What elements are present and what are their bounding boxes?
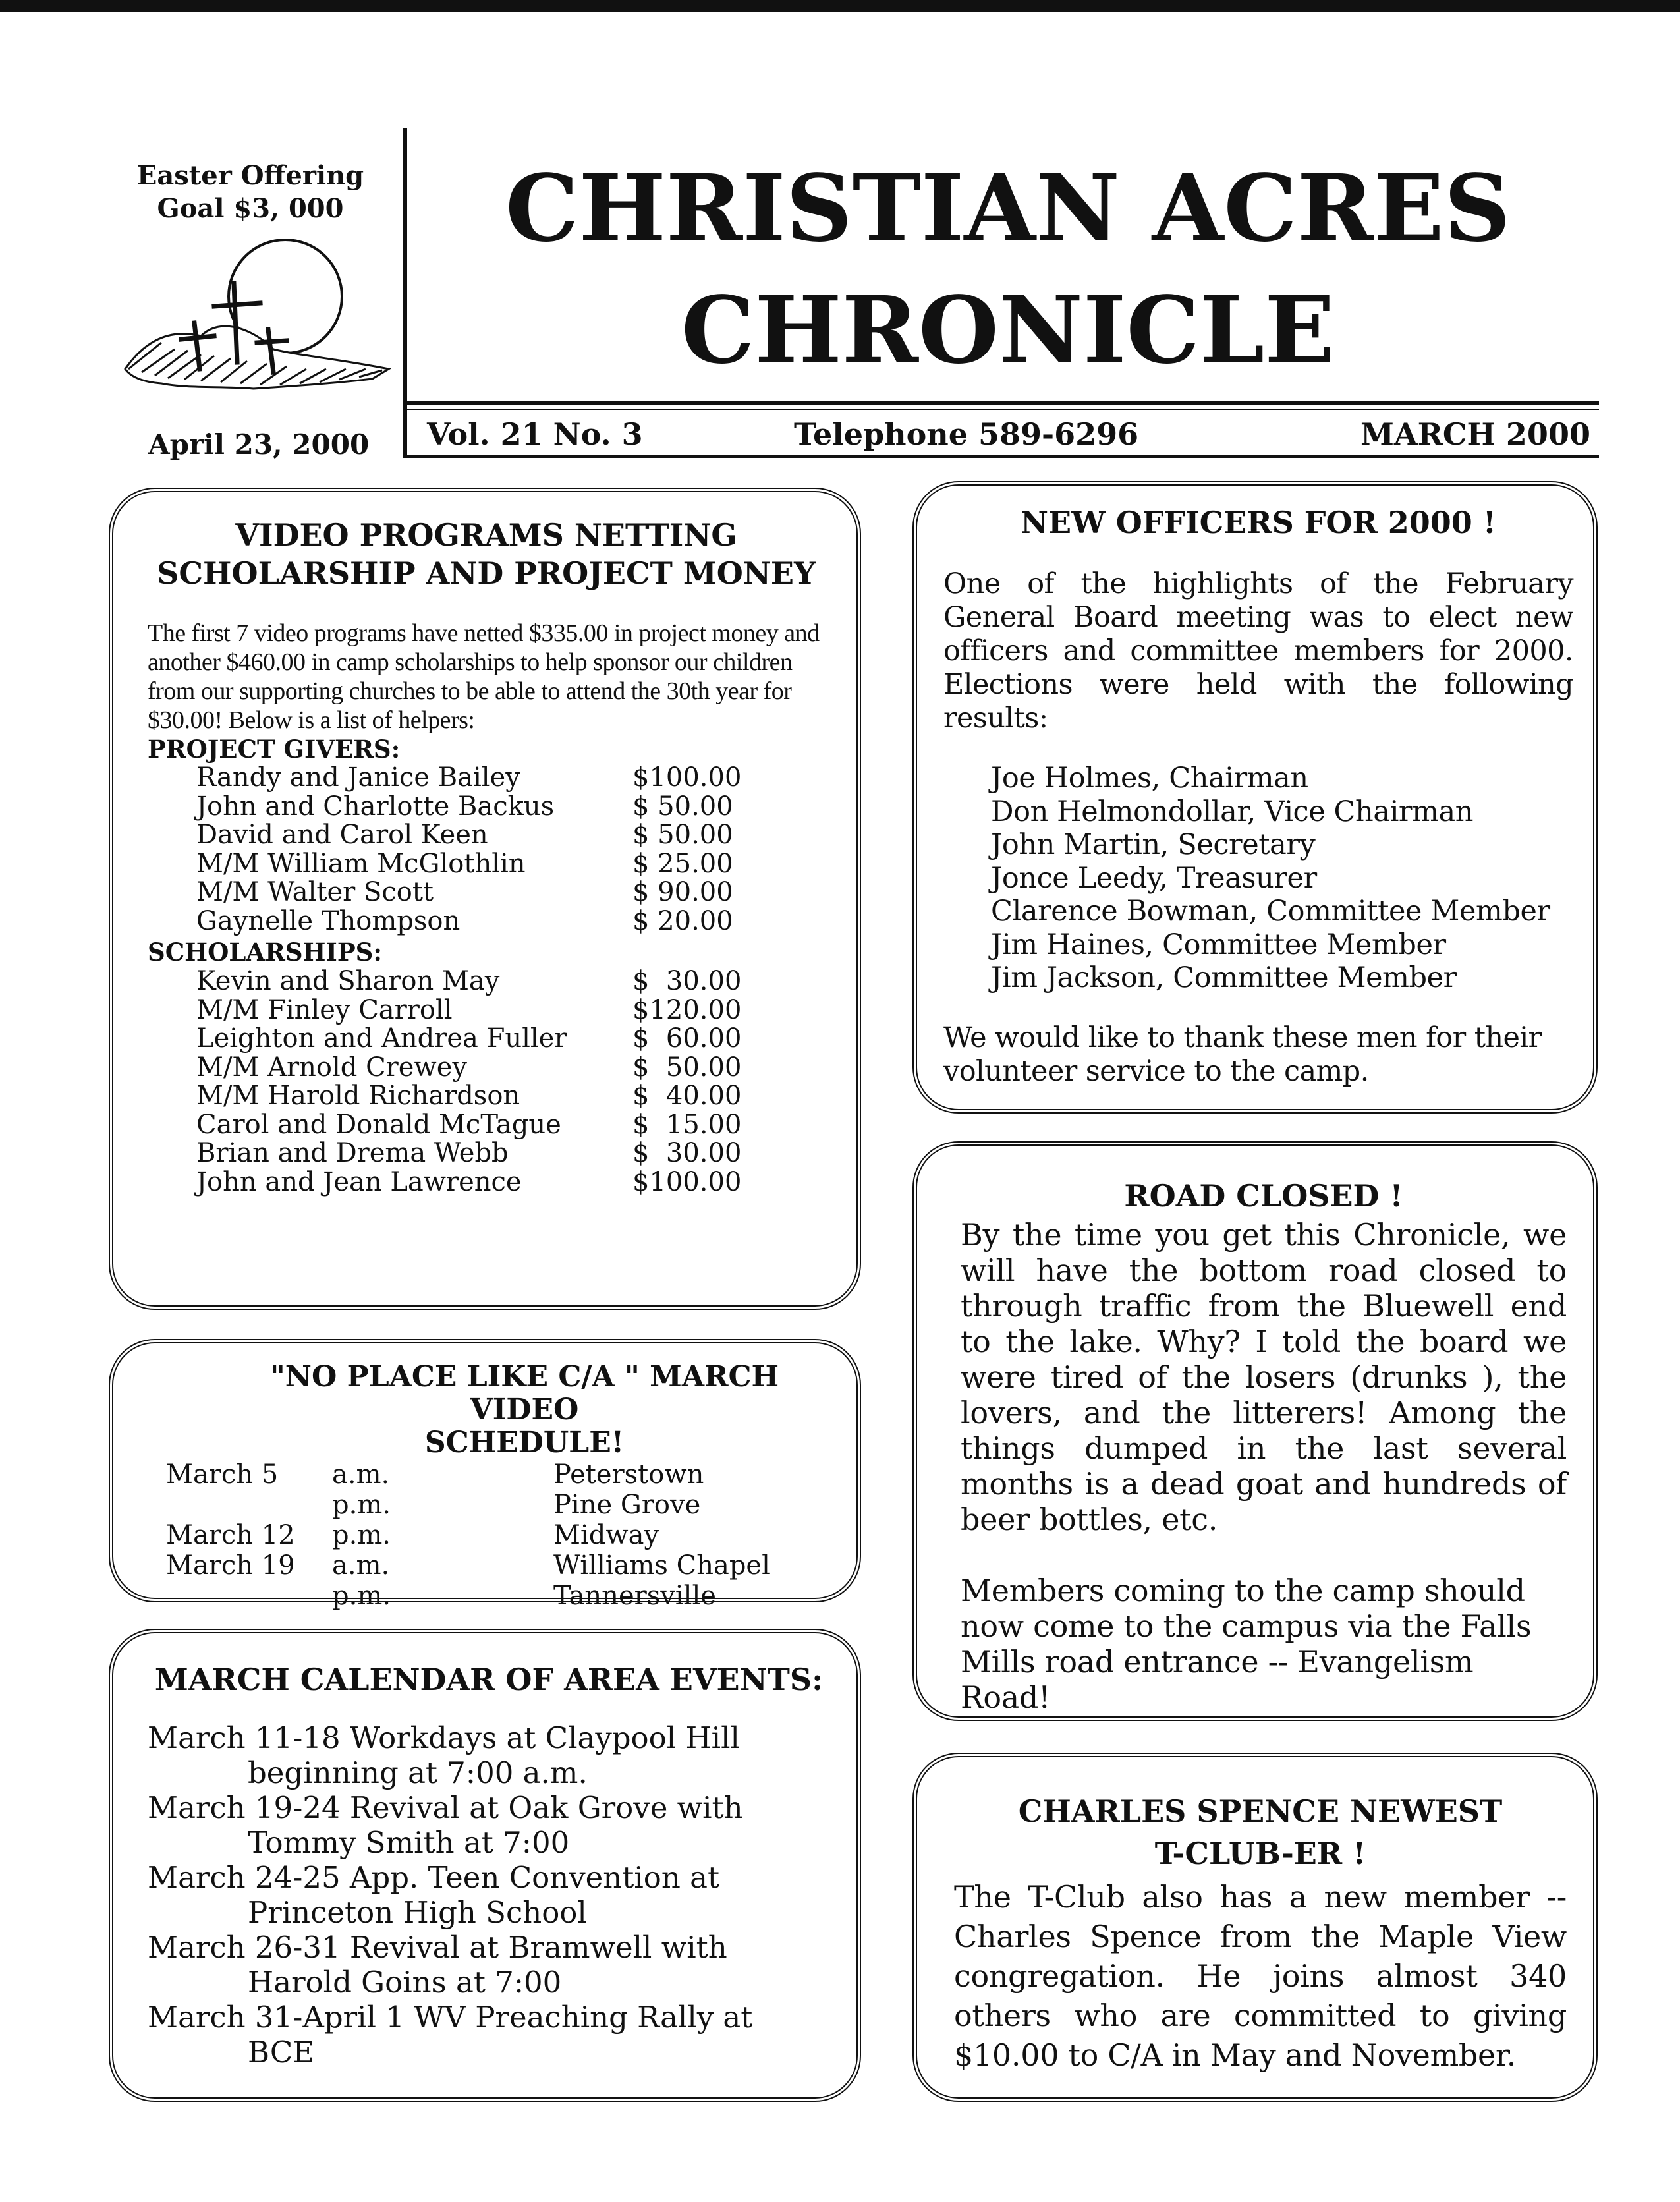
donor-name: Gaynelle Thompson	[196, 905, 461, 936]
officer-item: Clarence Bowman, Committee Member	[991, 895, 1550, 928]
calendar-event	[148, 1930, 830, 2000]
donor-row	[148, 1139, 825, 1168]
donor-row	[148, 1111, 825, 1140]
schedule-date	[166, 1490, 332, 1520]
easter-offering-line1: Easter Offering	[136, 160, 364, 191]
masthead-rule-thin	[403, 409, 1599, 410]
new-officers-box	[912, 481, 1598, 1114]
project-givers-heading: PROJECT GIVERS:	[148, 735, 401, 764]
schedule-date: March 12	[166, 1520, 295, 1550]
donor-amount: $ 60.00	[632, 1023, 742, 1054]
donor-row	[148, 878, 825, 907]
project-givers-list	[148, 764, 825, 936]
schedule-row	[166, 1490, 830, 1520]
donor-amount: $ 50.00	[632, 1052, 742, 1083]
donor-row	[148, 967, 825, 996]
donor-name: John and Jean Lawrence	[196, 1166, 522, 1197]
masthead-rule-bottom	[403, 455, 1599, 458]
schedule-row	[166, 1550, 830, 1581]
issue-date: April 23, 2000	[148, 428, 370, 461]
schedule-table	[166, 1459, 830, 1611]
officer-item: Joe Holmes, Chairman	[991, 762, 1308, 795]
officer-item: Jim Haines, Committee Member	[991, 928, 1446, 961]
crosses-hill-icon	[122, 237, 399, 402]
donor-name: John and Charlotte Backus	[196, 791, 555, 822]
schedule-date	[166, 1581, 332, 1611]
donor-amount: $ 50.00	[632, 791, 733, 822]
video-schedule-box	[109, 1339, 861, 1611]
donor-amount: $100.00	[632, 762, 742, 793]
issue-month: MARCH 2000	[1360, 416, 1590, 452]
donor-amount: $ 25.00	[632, 848, 733, 879]
donor-amount: $ 30.00	[632, 966, 742, 996]
donor-row	[148, 764, 825, 793]
donor-name: M/M Harold Richardson	[196, 1081, 520, 1111]
video-title-line1: VIDEO PROGRAMS NETTING	[235, 517, 737, 553]
schedule-time: a.m.	[332, 1550, 390, 1581]
officer-item: Jim Jackson, Committee Member	[991, 961, 1457, 994]
video-programs-box	[109, 488, 861, 1310]
newsletter-title	[422, 148, 1594, 392]
calendar-title: MARCH CALENDAR OF AREA EVENTS:	[154, 1662, 824, 1697]
calendar-event-line2: Princeton High School	[248, 1895, 587, 1930]
scholarships-list	[148, 967, 825, 1197]
donor-name: Leighton and Andrea Fuller	[196, 1023, 567, 1054]
title-line2: CHRONICLE	[681, 277, 1335, 385]
calendar-event-line2: BCE	[248, 2035, 315, 2070]
top-border	[0, 0, 1680, 12]
donor-name: Kevin and Sharon May	[196, 966, 500, 996]
calendar-event-line2: beginning at 7:00 a.m.	[248, 1755, 588, 1790]
calendar-event	[148, 1860, 830, 1930]
schedule-title-line1: "NO PLACE LIKE C/A " MARCH VIDEO	[269, 1360, 779, 1426]
tclub-title	[954, 1790, 1567, 1875]
officers-list	[991, 762, 1573, 995]
calendar-events	[148, 1720, 830, 2070]
schedule-time: p.m.	[332, 1581, 391, 1611]
officer-item: Don Helmondollar, Vice Chairman	[991, 795, 1473, 828]
donor-row	[148, 1168, 825, 1197]
scholarships-heading: SCHOLARSHIPS:	[148, 938, 383, 967]
video-title-line2: SCHOLARSHIP AND PROJECT MONEY	[157, 555, 816, 591]
donor-amount: $ 90.00	[632, 877, 733, 907]
volume-number: Vol. 21 No. 3	[427, 416, 643, 452]
road-closed-para2: Members coming to the camp should now come to the campus via the Falls Mills road entrance -- Evangelism Road!	[961, 1573, 1532, 1715]
calendar-event-line1: March 24-25 App. Teen Convention at	[148, 1860, 720, 1895]
donor-name: M/M Arnold Crewey	[196, 1052, 467, 1083]
tclub-title-line1: CHARLES SPENCE NEWEST	[1018, 1793, 1503, 1829]
schedule-time: a.m.	[332, 1459, 390, 1490]
donor-amount: $100.00	[632, 1166, 742, 1197]
officers-title: NEW OFFICERS FOR 2000 !	[1020, 505, 1497, 540]
donor-amount: $ 40.00	[632, 1081, 742, 1111]
calendar-event-line2: Harold Goins at 7:00	[248, 1965, 562, 2000]
donor-row	[148, 996, 825, 1025]
calendar-event-line1: March 11-18 Workdays at Claypool Hill	[148, 1720, 740, 1755]
schedule-place: Tannersville	[553, 1581, 716, 1611]
schedule-place: Midway	[553, 1520, 659, 1550]
officer-item: John Martin, Secretary	[991, 828, 1316, 861]
officers-intro: One of the highlights of the February General Board meeting was to elect new officers and committee members for 2000. Elections were held with the following results:	[943, 567, 1573, 735]
donor-row	[148, 850, 825, 879]
tclub-body: The T-Club also has a new member -- Charles Spence from the Maple View congregation. He joins almost 340 others who are committed to giving $10.00 to C/A in May and November.	[954, 1879, 1567, 2073]
donor-name: M/M William McGlothlin	[196, 848, 526, 879]
donor-row	[148, 1025, 825, 1054]
donor-row	[148, 907, 825, 936]
road-closed-para1: By the time you get this Chronicle, we will have the bottom road closed to through traffic from the Bluewell end to the lake. Why? I told the board we were tired of the losers (drunks ), the lovers, and the litterers! Among the things dumped in the last several months is a dead goat and hundreds of beer bottles, etc.	[961, 1217, 1567, 1537]
schedule-row	[166, 1459, 830, 1490]
donor-name: David and Carol Keen	[196, 820, 488, 850]
donor-name: M/M Walter Scott	[196, 877, 434, 907]
calendar-event-line1: March 31-April 1 WV Preaching Rally at	[148, 2000, 753, 2035]
easter-offering-line2: Goal $3, 000	[157, 193, 344, 224]
schedule-place: Pine Grove	[553, 1490, 701, 1520]
tclub-title-line2: T-CLUB-ER !	[1154, 1836, 1366, 1871]
title-line1: CHRISTIAN ACRES	[505, 155, 1511, 263]
calendar-event-line2: Tommy Smith at 7:00	[248, 1825, 570, 1860]
video-programs-title	[148, 516, 825, 592]
donor-name: Carol and Donald McTague	[196, 1109, 561, 1140]
schedule-place: Williams Chapel	[553, 1550, 770, 1581]
schedule-row	[166, 1581, 830, 1611]
donor-amount: $ 15.00	[632, 1109, 742, 1140]
calendar-box	[109, 1629, 861, 2102]
schedule-place: Peterstown	[553, 1459, 704, 1490]
schedule-date: March 5	[166, 1459, 279, 1490]
calendar-event	[148, 2000, 830, 2070]
donor-amount: $ 20.00	[632, 905, 733, 936]
road-closed-title: ROAD CLOSED !	[1124, 1178, 1403, 1214]
schedule-title	[219, 1361, 830, 1459]
tclub-box	[912, 1753, 1598, 2102]
calendar-event-line1: March 19-24 Revival at Oak Grove with	[148, 1790, 743, 1825]
calendar-event	[148, 1720, 830, 1790]
schedule-title-line2: SCHEDULE!	[424, 1426, 625, 1459]
donor-name: M/M Finley Carroll	[196, 994, 453, 1025]
officers-closing: We would like to thank these men for their volunteer service to the camp.	[943, 1021, 1542, 1088]
video-intro: The first 7 video programs have netted $335.00 in project money and another $460.00 in camp scholarships to help sponsor our children from our supporting churches to be able to attend the 30th year for $30.00! Below is a list of helpers:	[148, 619, 820, 734]
donor-row	[148, 793, 825, 822]
telephone: Telephone 589-6296	[794, 416, 1139, 452]
schedule-time: p.m.	[332, 1490, 391, 1520]
easter-offering	[112, 159, 389, 225]
calendar-event	[148, 1790, 830, 1860]
donor-name: Brian and Drema Webb	[196, 1138, 509, 1168]
donor-row	[148, 1054, 825, 1083]
donor-row	[148, 821, 825, 850]
schedule-row	[166, 1520, 830, 1550]
donor-amount: $ 30.00	[632, 1138, 742, 1168]
officer-item: Jonce Leedy, Treasurer	[991, 861, 1317, 895]
donor-amount: $ 50.00	[632, 820, 733, 850]
donor-amount: $120.00	[632, 994, 742, 1025]
donor-row	[148, 1082, 825, 1111]
donor-name: Randy and Janice Bailey	[196, 762, 520, 793]
schedule-date: March 19	[166, 1550, 295, 1581]
road-closed-box	[912, 1141, 1598, 1721]
masthead-rule	[403, 401, 1599, 405]
schedule-time: p.m.	[332, 1520, 391, 1550]
calendar-event-line1: March 26-31 Revival at Bramwell with	[148, 1930, 727, 1965]
